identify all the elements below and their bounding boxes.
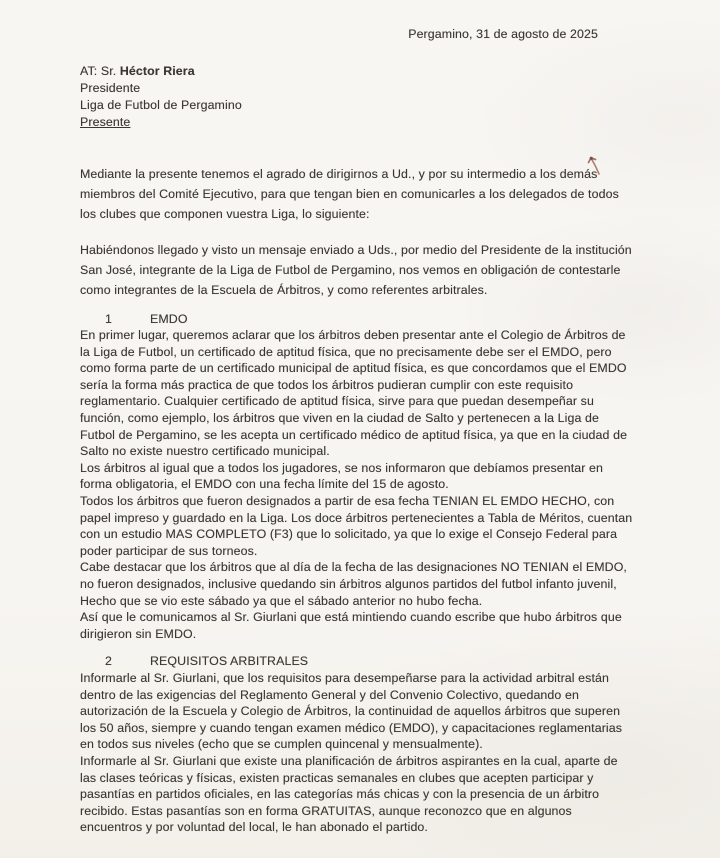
paragraph: Informarle al Sr. Giurlani, que los requisitos para desempeñarse para la actividad arbitral están dentro de las exigencias del Reglamento General y del Convenio Colectivo, quedando en autorización de la Escuela y Colegio de Árbitros, la continuidad de aquellos árbitros que superen los 50 años, siempre y cuando tengan examen médico (EMDO), y capacitaciones reglamentarias en todos sus niveles (echo que se cumplen quincenal y mensualmente). (80, 670, 623, 752)
paragraph: Cabe destacar que los árbitros que al día de la fecha de las designaciones NO TENIAN el EMDO, no fueron designados, inclusive quedando sin árbitros algunos partidos del futbol infanto juvenil, Hecho que se vio este sábado ya que el sábado anterior no hubo fecha. (80, 560, 627, 608)
recipient-organization: Liga de Futbol de Pergamino (80, 97, 242, 112)
section-title: EMDO (150, 311, 188, 326)
paragraph: Así que le comunicamos al Sr. Giurlani que está mintiendo cuando escribe que hubo árbitros que dirigieron sin EMDO. (80, 610, 622, 641)
section-emdo (80, 311, 636, 643)
recipient-to-prefix: AT: Sr. (80, 63, 120, 78)
recipient-title: Presidente (80, 80, 141, 95)
section-requisitos-arbitrales (80, 653, 636, 836)
intro-paragraph: Mediante la presente tenemos el agrado de dirigirnos a Ud., y por su intermedio a los demás miembros del Comité Ejecutivo, para que tengan bien en comunicarles a los delegados de todos los clubes que componen vuestra Liga, lo siguiente: (80, 166, 619, 221)
section-title: REQUISITOS ARBITRALES (150, 654, 309, 669)
section-heading (80, 311, 636, 328)
section-number: 1 (105, 311, 112, 326)
paragraph: Todos los árbitros que fueron designados a partir de esa fecha TENIAN EL EMDO HECHO, con papel impreso y guardado en la Liga. Los doce árbitros pertenecientes a Tabla de Méritos, cuentan con un estudio MAS COMPLETO (F3) que lo solicitado, ya que lo exige el Consejo Federal para poder participar de sus torneos. (80, 494, 633, 558)
recipient-block (80, 63, 720, 131)
paragraph: En primer lugar, queremos aclarar que los árbitros deben presentar ante el Colegio de Árbitros de la Liga de Futbol, un certificado de aptitud física, que no precisamente debe ser el EMDO, pero como forma parte de un certificado municipal de aptitud física, es que concordamos que el EMDO sería la forma más practica de que todos los árbitros pudieran cumplir con este requisito reglamentario. Cualquier certificado de aptitud física, sirve para que puedan desempeñar su función, como ejemplo, los árbitros que viven en la ciudad de Salto y pertenecen a la Liga de Futbol de Pergamino, se les acepta un certificado médico de aptitud física, ya que en la ciudad de Salto no existe nuestro certificado municipal. (80, 328, 628, 459)
recipient-salutation: Presente (80, 114, 131, 129)
section-heading (80, 653, 636, 670)
section-number: 2 (105, 654, 112, 669)
paragraph: Informarle al Sr. Giurlani que existe una planificación de árbitros aspirantes en la cual, aparte de las clases teóricas y físicas, existen practicas semanales en clubes que acepten participar y pasantías en partidos oficiales, en las categorías más chicas y con la presencia de un árbitro recibido. Estas pasantías son en forma GRATUITAS, aunque reconozco que en algunos encuentros y por voluntad del local, le han abonado el partido. (80, 753, 618, 835)
recipient-to-line (80, 63, 720, 80)
intro-paragraph: Habiéndonos llegado y visto un mensaje enviado a Uds., por medio del Presidente de la institución San José, integrante de la Liga de Futbol de Pergamino, nos vemos en obligación de contestarle como integrantes de la Escuela de Árbitros, y como referentes arbitrales. (80, 242, 632, 297)
recipient-name: Héctor Riera (119, 63, 195, 78)
date-line: Pergamino, 31 de agosto de 2025 (408, 27, 598, 41)
paragraph: Los árbitros al igual que a todos los jugadores, se nos informaron que debíamos presentar en forma obligatoria, el EMDO con una fecha límite del 15 de agosto. (80, 460, 604, 492)
letter-body (80, 164, 636, 836)
